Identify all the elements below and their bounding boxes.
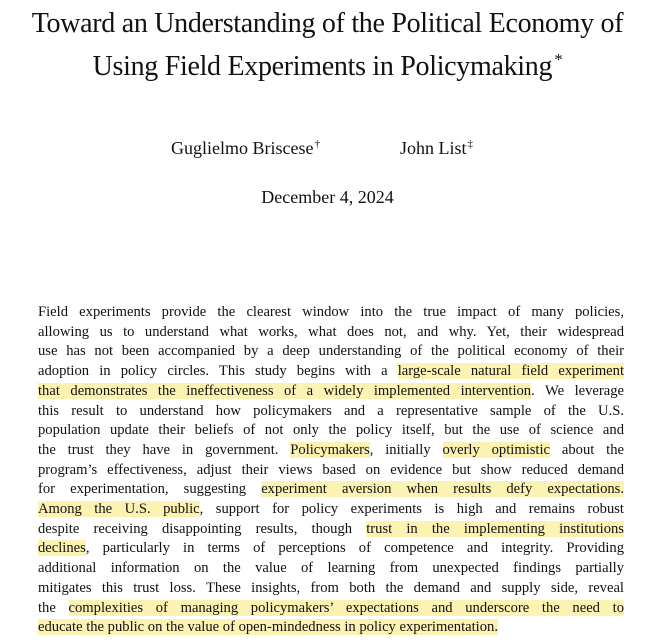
author-name: Guglielmo Briscese bbox=[171, 138, 314, 158]
abstract-text: , support for policy experiments is high and remains robust bbox=[199, 501, 624, 518]
abstract-line bbox=[38, 539, 624, 559]
abstract-line bbox=[38, 579, 624, 599]
abstract-line bbox=[38, 323, 624, 343]
author-briscese bbox=[171, 132, 320, 160]
abstract-text: mitigates this trust loss. These insights, from both the demand and supply side, reveal bbox=[38, 579, 624, 596]
abstract-line bbox=[38, 441, 624, 461]
abstract bbox=[38, 303, 624, 638]
paper-date: December 4, 2024 bbox=[261, 187, 394, 207]
abstract-line bbox=[38, 402, 624, 422]
abstract-text: use has not been accompanied by a deep understanding of the political economy of their bbox=[38, 343, 624, 360]
highlighted-phrase: trust in the implementing institutions bbox=[366, 520, 624, 537]
highlighted-phrase: experiment aversion when results defy expectations. bbox=[261, 481, 624, 498]
author-footnote-mark: ‡ bbox=[467, 138, 474, 150]
title-line-1: Toward an Understanding of the Political Economy of bbox=[31, 8, 624, 39]
author-name: John List bbox=[400, 138, 467, 158]
abstract-text: despite receiving disappointing results, though bbox=[38, 520, 367, 537]
abstract-line bbox=[38, 461, 624, 481]
abstract-line bbox=[38, 421, 624, 441]
abstract-text: the trust they have in government. bbox=[38, 441, 291, 458]
abstract-text: , initially bbox=[369, 441, 443, 458]
abstract-text: population update their beliefs of not only the policy itself, but the use of science and bbox=[38, 422, 624, 439]
abstract-line bbox=[38, 303, 624, 323]
abstract-line bbox=[38, 599, 624, 619]
title-line-2: Using Field Experiments in Policymaking bbox=[92, 51, 553, 82]
abstract-text: this result to understand how policymakers and a representative sample of the U.S. bbox=[38, 402, 624, 419]
author-list bbox=[0, 132, 655, 156]
abstract-line bbox=[38, 342, 624, 362]
abstract-text: program’s effectiveness, adjust their views based on evidence but show reduced demand bbox=[38, 461, 624, 478]
abstract-text: additional information on the value of learning from unexpected findings partially bbox=[38, 560, 624, 577]
highlighted-phrase: declines bbox=[38, 540, 86, 557]
abstract-line bbox=[38, 520, 624, 540]
highlighted-phrase: large-scale natural field experiment bbox=[397, 363, 625, 380]
highlighted-phrase: educate the public on the value of open-mindedness in policy experimentation. bbox=[38, 619, 498, 636]
abstract-text: the bbox=[38, 599, 69, 616]
highlighted-phrase: that demonstrates the ineffectiveness of a widely implemented intervention bbox=[38, 382, 532, 399]
abstract-text: . We leverage bbox=[531, 382, 624, 399]
abstract-line bbox=[38, 382, 624, 402]
abstract-text: for experimentation, suggesting bbox=[38, 481, 262, 498]
abstract-text: , particularly in terms of perceptions of competence and integrity. Providing bbox=[85, 540, 624, 557]
abstract-line bbox=[38, 480, 624, 500]
abstract-text: Field experiments provide the clearest window into the true impact of many policies, bbox=[38, 304, 624, 320]
title-footnote-mark: * bbox=[554, 50, 563, 69]
highlighted-phrase: Policymakers bbox=[290, 441, 370, 458]
abstract-text: about the bbox=[550, 441, 624, 458]
abstract-line bbox=[38, 500, 624, 520]
highlighted-phrase: overly optimistic bbox=[442, 441, 551, 458]
abstract-line bbox=[38, 362, 624, 382]
abstract-line bbox=[38, 618, 624, 638]
highlighted-phrase: Among the U.S. public bbox=[38, 501, 200, 518]
author-list-john bbox=[400, 132, 473, 160]
highlighted-phrase: complexities of managing policymakers’ expectations and underscore the need to bbox=[68, 599, 624, 616]
abstract-text: adoption in policy circles. This study begins with a bbox=[38, 363, 398, 380]
abstract-text: allowing us to understand what works, what does not, and why. Yet, their widespread bbox=[38, 323, 624, 340]
paper-title bbox=[8, 6, 647, 85]
abstract-line bbox=[38, 559, 624, 579]
author-footnote-mark: † bbox=[314, 138, 320, 150]
